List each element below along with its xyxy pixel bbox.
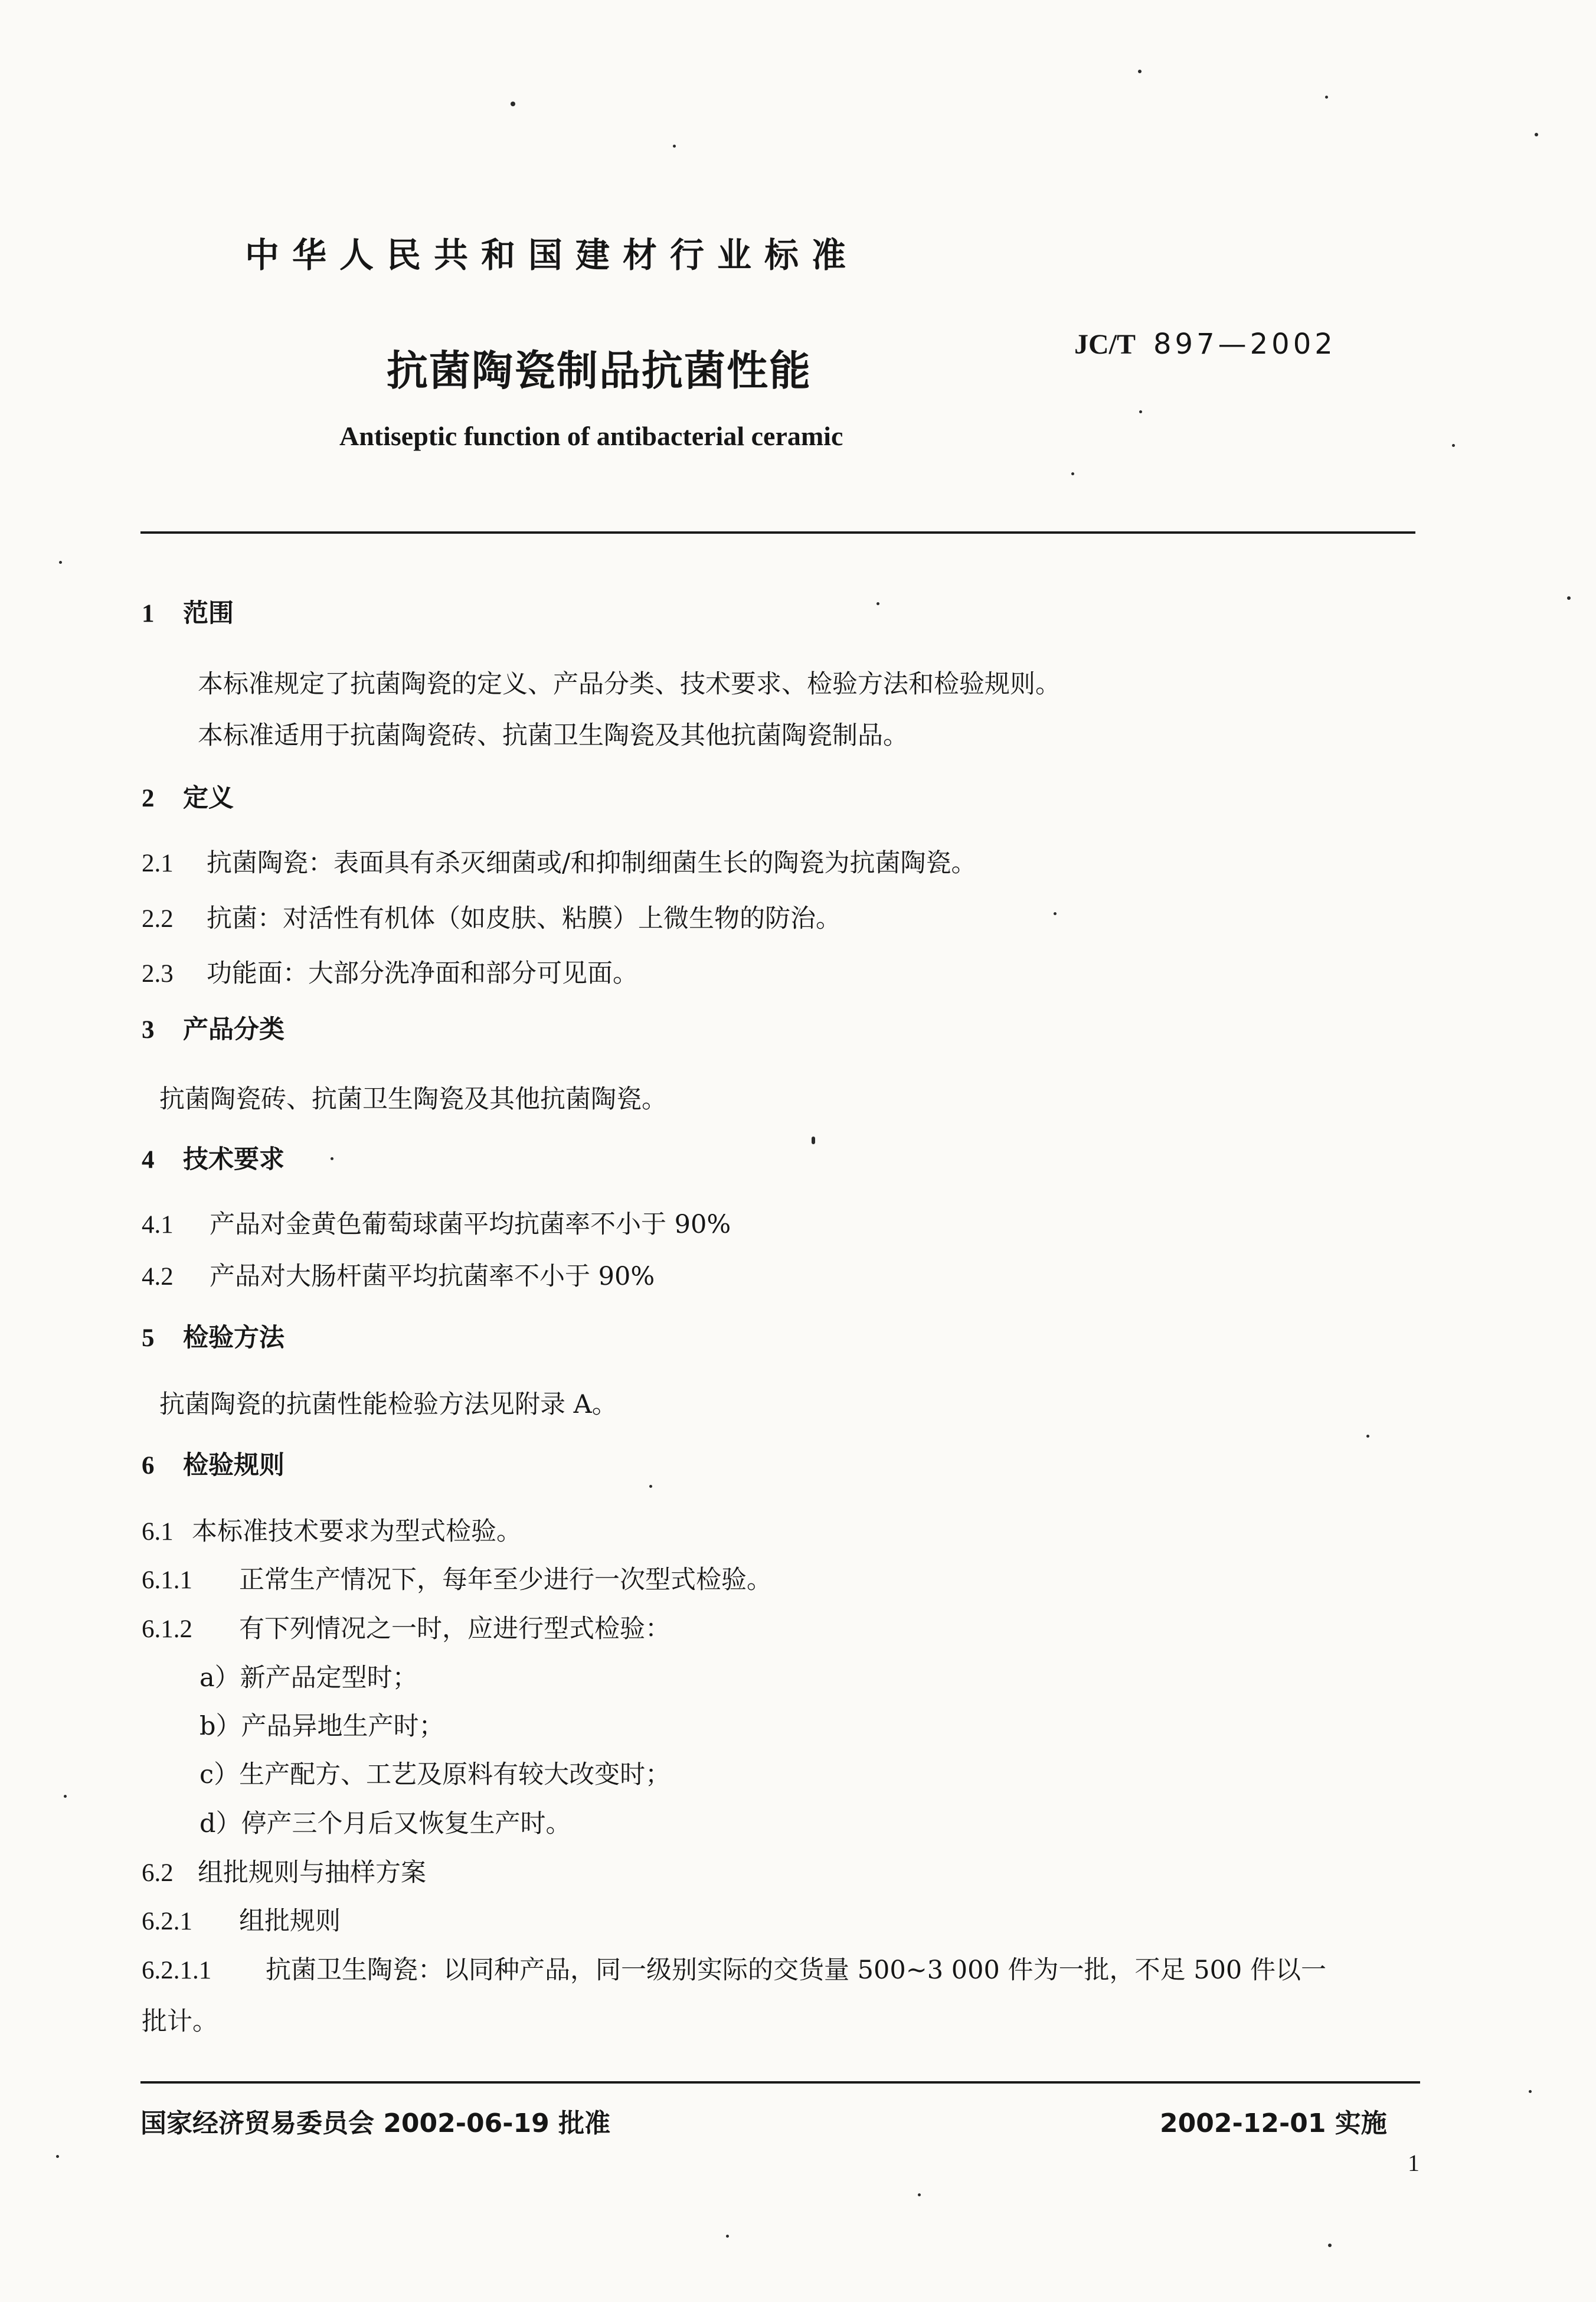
section-heading: 2 定义 (142, 783, 234, 813)
clause: 6.2.1.1 抗菌卫生陶瓷：以同种产品，同一级别实际的交货量 500~3 000 件为一批，不足 500 件以一 (142, 1955, 1326, 1985)
clause: 6.2.1 组批规则 (142, 1906, 341, 1936)
clause: 6.1.1 正常生产情况下，每年至少进行一次型式检验。 (142, 1565, 772, 1595)
scan-speck (331, 1157, 333, 1160)
clause: 6.1 本标准技术要求为型式检验。 (142, 1517, 522, 1546)
list-item: b）产品异地生产时； (200, 1712, 444, 1741)
standard-title: 抗菌陶瓷制品抗菌性能 (387, 347, 812, 395)
footer-implement: 2002-12-01 实施 (1160, 2108, 1387, 2138)
scan-speck (1138, 70, 1142, 73)
clause: 6.2 组批规则与抽样方案 (142, 1858, 426, 1888)
paragraph: 抗菌陶瓷的抗菌性能检验方法见附录 A。 (159, 1390, 617, 1419)
scan-speck (56, 2155, 59, 2158)
scan-speck (673, 145, 676, 148)
english-title: Antiseptic function of antibacterial ceramic (339, 421, 843, 451)
section-heading: 6 检验规则 (142, 1451, 284, 1480)
paragraph: 本标准适用于抗菌陶瓷砖、抗菌卫生陶瓷及其他抗菌陶瓷制品。 (198, 721, 908, 750)
scan-speck (1452, 444, 1455, 447)
clause: 2.3 功能面：大部分洗净面和部分可见面。 (142, 959, 638, 988)
clause: 4.1 产品对金黄色葡萄球菌平均抗菌率不小于 90% (142, 1210, 731, 1239)
list-item: c）生产配方、工艺及原料有较大改变时； (200, 1760, 671, 1790)
scan-speck (1366, 1435, 1369, 1438)
section-heading: 1 范围 (142, 599, 234, 628)
standard-category: 中华人民共和国建材行业标准 (245, 235, 859, 275)
standard-number-value: 897—2002 (1153, 328, 1336, 361)
scan-speck (877, 602, 879, 605)
scan-speck (1054, 912, 1057, 915)
clause: 4.2 产品对大肠杆菌平均抗菌率不小于 90% (142, 1262, 655, 1291)
standard-prefix: JC/T (1074, 329, 1136, 360)
scan-speck (918, 2193, 921, 2196)
paragraph-continuation: 批计。 (142, 2007, 218, 2036)
footer-approval: 国家经济贸易委员会 2002-06-19 批准 (140, 2108, 611, 2138)
section-heading: 5 检验方法 (142, 1323, 284, 1353)
scan-speck (1328, 2244, 1332, 2247)
scan-speck (726, 2235, 729, 2238)
scan-speck (1325, 96, 1328, 99)
section-heading: 4 技术要求 (142, 1145, 284, 1174)
list-item: a）新产品定型时； (200, 1663, 418, 1693)
header-divider (140, 531, 1415, 534)
scan-speck (812, 1137, 815, 1144)
scan-speck (1529, 2090, 1532, 2093)
page-number: 1 (1408, 2150, 1420, 2176)
footer-divider (140, 2081, 1420, 2084)
scan-speck (64, 1795, 67, 1798)
clause: 2.1 抗菌陶瓷：表面具有杀灭细菌或/和抑制细菌生长的陶瓷为抗菌陶瓷。 (142, 848, 977, 878)
scan-speck (1071, 472, 1074, 475)
clause: 2.2 抗菌：对活性有机体（如皮肤、粘膜）上微生物的防治。 (142, 904, 841, 933)
clause: 6.1.2 有下列情况之一时，应进行型式检验： (142, 1614, 671, 1644)
section-heading: 3 产品分类 (142, 1015, 284, 1044)
scan-speck (511, 102, 515, 106)
scan-speck (1567, 596, 1571, 600)
scan-speck (1535, 133, 1538, 136)
standard-number (1074, 328, 1336, 361)
scan-speck (649, 1485, 652, 1488)
paragraph: 本标准规定了抗菌陶瓷的定义、产品分类、技术要求、检验方法和检验规则。 (198, 670, 1061, 699)
scan-speck (1139, 410, 1142, 413)
paragraph: 抗菌陶瓷砖、抗菌卫生陶瓷及其他抗菌陶瓷。 (159, 1085, 667, 1114)
scan-speck (59, 561, 62, 564)
list-item: d）停产三个月后又恢复生产时。 (200, 1809, 571, 1839)
